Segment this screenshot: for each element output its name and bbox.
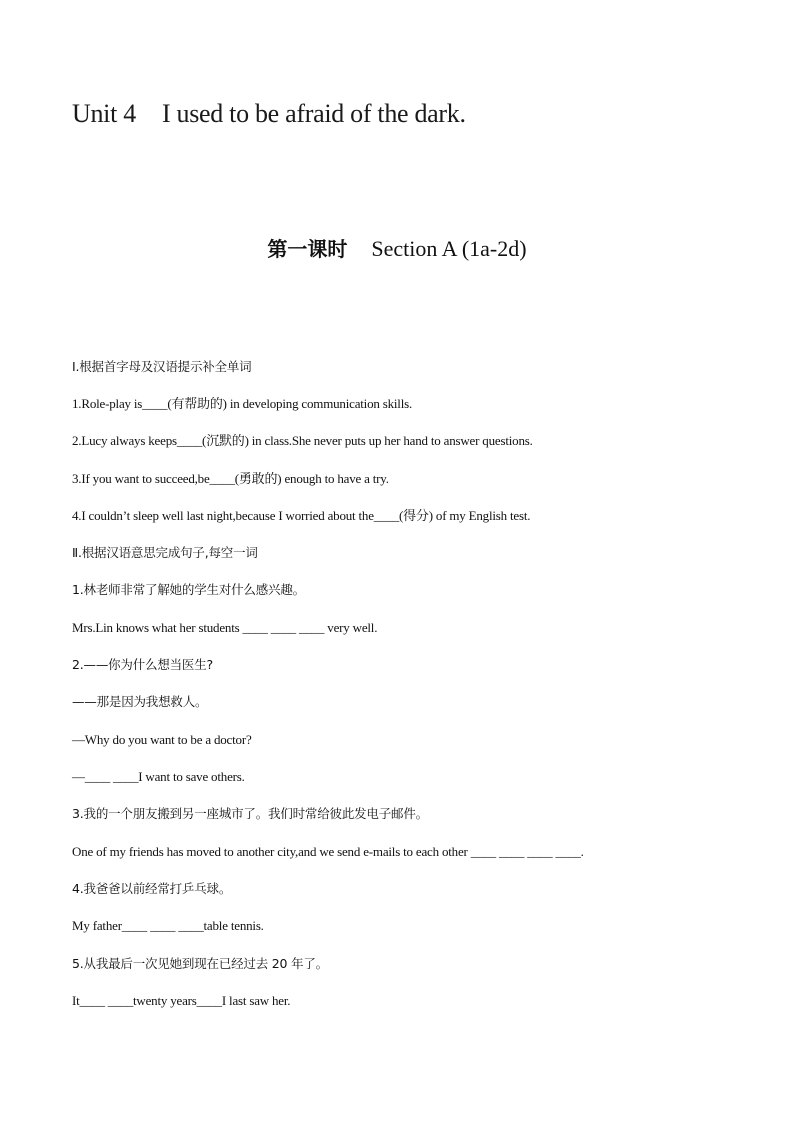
part2-q5-chinese: 5.从我最后一次见她到现在已经过去 20 年了。 [72,956,328,971]
part2-q3-english: One of my friends has moved to another city,and we send e-mails to each other ____ ____ ____ ____. [72,844,584,859]
part1-heading: Ⅰ.根据首字母及汉语提示补全单词 [72,359,252,374]
section-title [0,233,794,262]
part2-q4-english: My father____ ____ ____table tennis. [72,918,264,933]
part1-item-4: 4.I couldn’t sleep well last night,because I worried about the____(得分) of my English test. [72,508,531,523]
part2-q2-chinese-a: 2.——你为什么想当医生? [72,657,213,672]
section-name: Section A (1a-2d) [371,236,527,261]
part2-heading: Ⅱ.根据汉语意思完成句子,每空一词 [72,545,258,560]
part1-item-2: 2.Lucy always keeps____(沉默的) in class.She never puts up her hand to answer questions. [72,433,533,448]
part1-item-3: 3.If you want to succeed,be____(勇敢的) enough to have a try. [72,471,389,486]
lesson-label: 第一课时 [267,237,348,261]
part2-q1-chinese: 1.林老师非常了解她的学生对什么感兴趣。 [72,582,305,597]
unit-number: Unit 4 [72,99,136,128]
part2-q2-english-a: —Why do you want to be a doctor? [72,732,252,747]
unit-title [72,99,466,129]
part2-q2-chinese-b: ——那是因为我想救人。 [72,694,208,709]
part2-q5-english: It____ ____twenty years____I last saw her. [72,993,291,1008]
part1-item-1: 1.Role-play is____(有帮助的) in developing communication skills. [72,396,413,411]
unit-title-text: I used to be afraid of the dark. [161,99,466,128]
part2-q4-chinese: 4.我爸爸以前经常打乒乓球。 [72,881,232,896]
part2-q1-english: Mrs.Lin knows what her students ____ ____ ____ very well. [72,620,378,635]
part2-q3-chinese: 3.我的一个朋友搬到另一座城市了。我们时常给彼此发电子邮件。 [72,806,428,821]
part2-q2-english-b: —____ ____I want to save others. [72,769,245,784]
